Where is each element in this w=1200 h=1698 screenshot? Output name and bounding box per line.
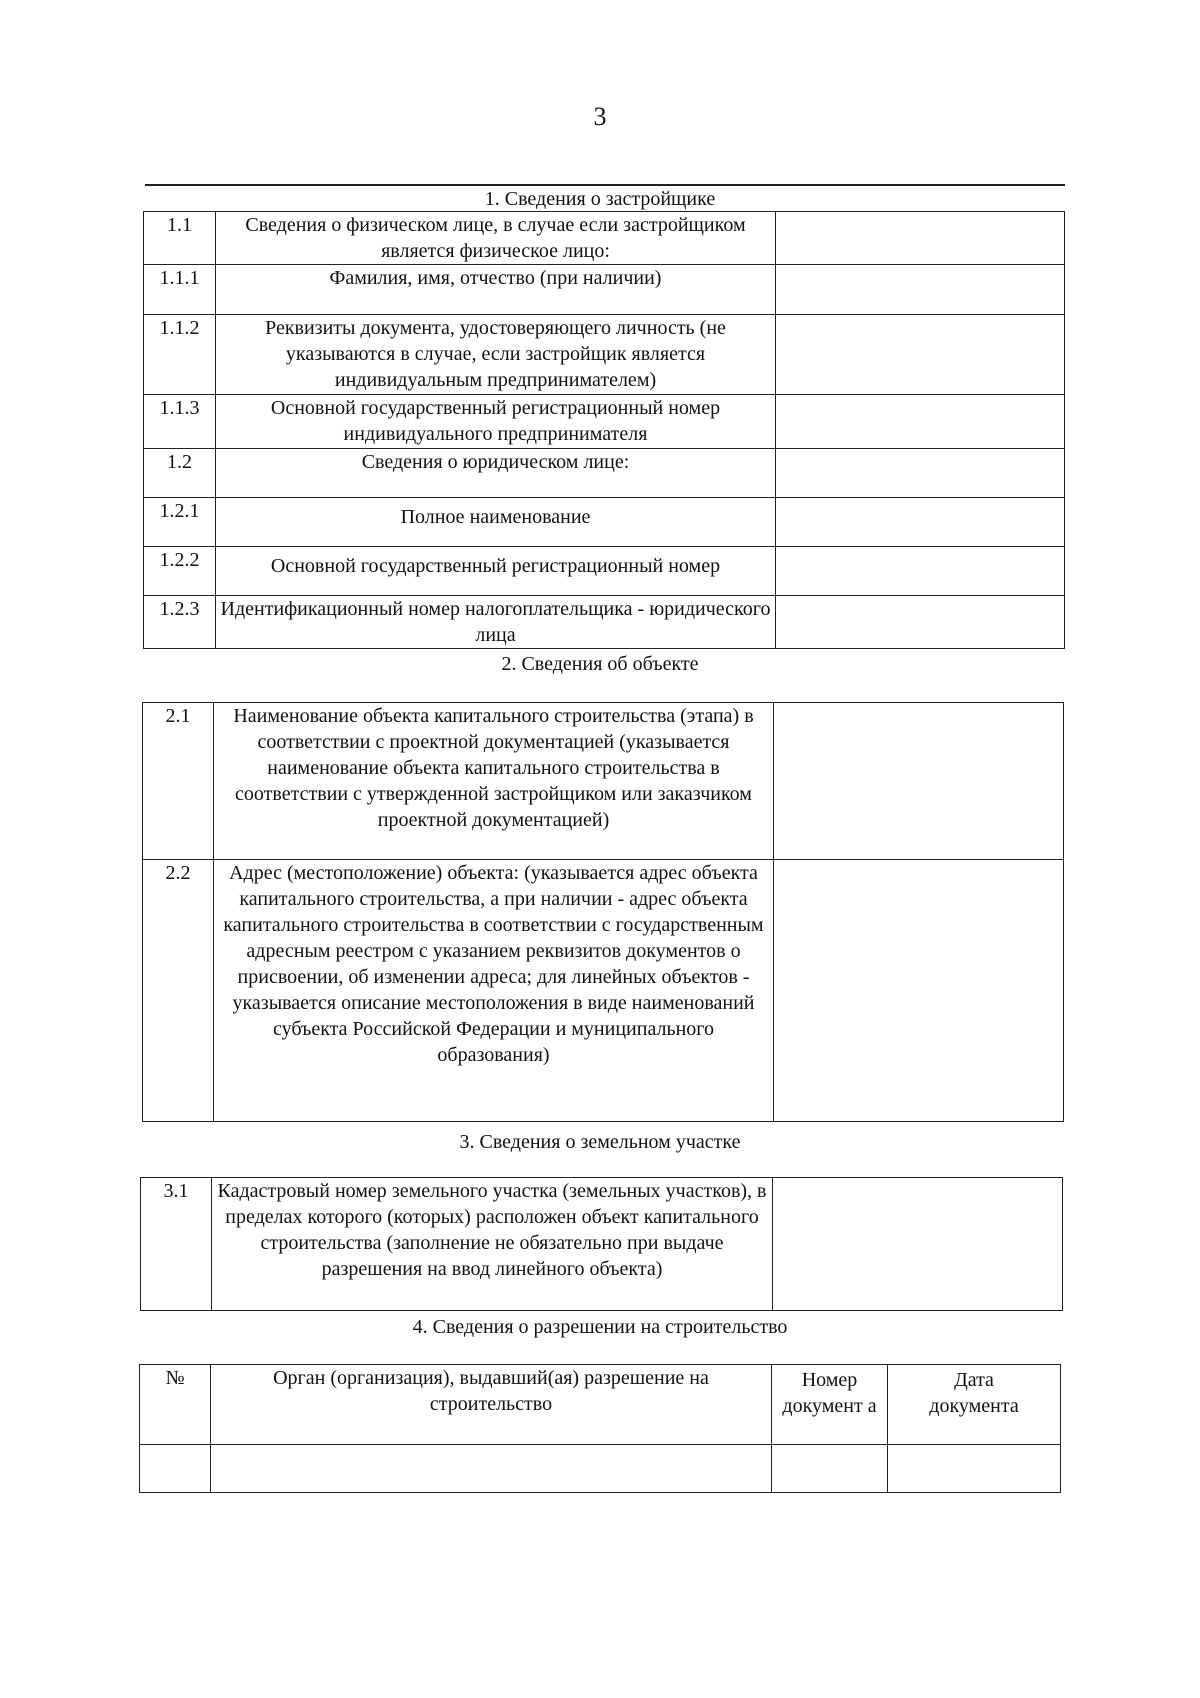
- table-row: [144, 395, 1065, 449]
- value-cell[interactable]: [211, 1445, 772, 1493]
- table-row: [144, 212, 1065, 265]
- row-description: Основной государственный регистрационный номер: [216, 547, 776, 596]
- row-number: 1.1.1: [144, 265, 216, 315]
- table-header-row: [140, 1365, 1061, 1445]
- table-row: [143, 703, 1064, 860]
- value-cell[interactable]: [888, 1445, 1061, 1493]
- value-cell[interactable]: [774, 703, 1064, 860]
- header-document-number: Номер документ а: [772, 1365, 888, 1445]
- table-row: [143, 860, 1064, 1122]
- section-title-land: 3. Сведения о земельном участке: [459, 1131, 741, 1153]
- row-description: Идентификационный номер налогоплательщика - юридического лица: [216, 596, 776, 649]
- top-rule: [145, 184, 1065, 186]
- row-number: 1.1.3: [144, 395, 216, 449]
- value-cell[interactable]: [776, 395, 1065, 449]
- row-description: Полное наименование: [216, 498, 776, 547]
- page-number: 3: [593, 102, 607, 131]
- value-cell[interactable]: [776, 212, 1065, 265]
- value-cell[interactable]: [776, 265, 1065, 315]
- row-description: Кадастровый номер земельного участка (земельных участков), в пределах которого (которых) расположен объект капитального строительства (заполнение не обязательно при выдаче разрешения на ввод линейного объекта): [212, 1178, 773, 1311]
- value-cell[interactable]: [774, 860, 1064, 1122]
- header-authority: Орган (организация), выдавший(ая) разрешение на строительство: [211, 1365, 772, 1445]
- row-number: 3.1: [141, 1178, 212, 1311]
- object-info-table: [142, 702, 1064, 1122]
- section-title-builder: 1. Сведения о застройщике: [484, 188, 716, 210]
- table-row: [144, 265, 1065, 315]
- row-description: Основной государственный регистрационный номер индивидуального предпринимателя: [216, 395, 776, 449]
- row-description: Фамилия, имя, отчество (при наличии): [216, 265, 776, 315]
- row-number: 1.2.3: [144, 596, 216, 649]
- row-number: 1.2.1: [144, 498, 216, 547]
- row-number: 2.2: [143, 860, 214, 1122]
- row-number: 1.2.2: [144, 547, 216, 596]
- table-row: [144, 596, 1065, 649]
- value-cell[interactable]: [773, 1178, 1063, 1311]
- table-row: [144, 547, 1065, 596]
- table-row: [141, 1178, 1063, 1311]
- row-description: Наименование объекта капитального строительства (этапа) в соответствии с проектной документацией (указывается наименование объекта капитального строительства в соответствии с утвержденной застройщиком или заказчиком проектной документацией): [214, 703, 774, 860]
- table-row: [144, 498, 1065, 547]
- table-row: [144, 315, 1065, 395]
- row-description: Сведения о физическом лице, в случае если застройщиком является физическое лицо:: [216, 212, 776, 265]
- permit-info-table: [139, 1364, 1061, 1493]
- section-title-object: 2. Сведения об объекте: [501, 653, 699, 675]
- land-info-table: [140, 1177, 1063, 1311]
- row-number: 1.2: [144, 449, 216, 498]
- row-number: 1.1: [144, 212, 216, 265]
- section-title-permit: 4. Сведения о разрешении на строительство: [412, 1316, 788, 1338]
- row-description: Адрес (местоположение) объекта: (указывается адрес объекта капитального строительства, а при наличии - адрес объекта капитального строительства в соответствии с государственным адресным реестром с указанием реквизитов документов о присвоении, об изменении адреса; для линейных объектов - указывается описание местоположения в виде наименований субъекта Российской Федерации и муниципального образования): [214, 860, 774, 1122]
- table-row: [140, 1445, 1061, 1493]
- header-document-date: Дата документа: [888, 1365, 1061, 1445]
- value-cell[interactable]: [140, 1445, 211, 1493]
- value-cell[interactable]: [776, 449, 1065, 498]
- value-cell[interactable]: [776, 498, 1065, 547]
- value-cell[interactable]: [776, 315, 1065, 395]
- row-number: 1.1.2: [144, 315, 216, 395]
- table-row: [144, 449, 1065, 498]
- value-cell[interactable]: [776, 596, 1065, 649]
- row-description: Реквизиты документа, удостоверяющего личность (не указываются в случае, если застройщик является индивидуальным предпринимателем): [216, 315, 776, 395]
- row-description: Сведения о юридическом лице:: [216, 449, 776, 498]
- builder-info-table: [143, 211, 1065, 649]
- value-cell[interactable]: [776, 547, 1065, 596]
- header-number: №: [140, 1365, 211, 1445]
- value-cell[interactable]: [772, 1445, 888, 1493]
- row-number: 2.1: [143, 703, 214, 860]
